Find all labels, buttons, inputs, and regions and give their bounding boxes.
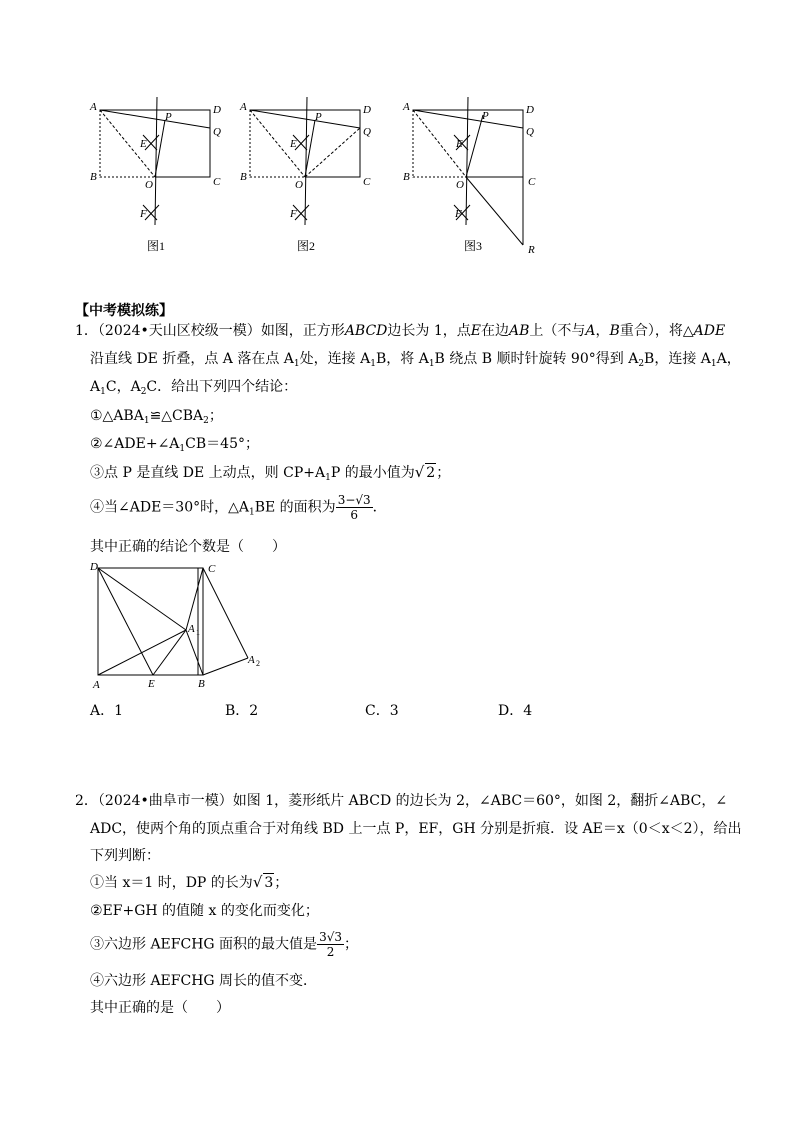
label-Q: Q (363, 126, 371, 138)
q2-statement-2: ②EF+GH 的值随 x 的变化而变化； (90, 903, 319, 919)
fraction-num: 3√3 (319, 930, 342, 944)
q2-line-1 (75, 792, 727, 810)
label-Q: Q (213, 126, 221, 138)
label-P: P (315, 111, 322, 123)
label-B: B (240, 171, 247, 183)
label-C: C (208, 563, 216, 575)
q1-statement-1: $①\triangle ABA_1≌\triangle CBA_2$； (90, 408, 223, 426)
label-R: R (528, 244, 535, 256)
section-title: 【中考模拟练】 (75, 303, 173, 319)
label-D: D (526, 104, 534, 116)
q1-text: ②∠ADE+∠A (90, 436, 180, 452)
q2-text: ③六边形 AEFCHG 面积的最大值是 (90, 936, 318, 953)
label-B: B (403, 171, 410, 183)
figure-2 (235, 95, 385, 264)
q1-var: A (585, 323, 596, 339)
label-A: A (93, 679, 100, 690)
q1-number: 1． (75, 323, 98, 339)
q1-text: BE 的面积为 (254, 499, 336, 516)
q1-line-2: 沿直线 DE 折叠，点 A 落在点 $A_1$处，连接 $A_1B$，将 $A_1B$ 绕点 B 顺时针旋转 90°得到 $A_2B$，连接 $A_1A$， (90, 351, 741, 369)
label-F: F (290, 208, 297, 220)
option-d[interactable]: D．4 (498, 703, 533, 719)
q1-figure-svg (88, 560, 273, 690)
q1-source: （2024•天山区校级一模） (97, 323, 261, 339)
q1-figure (88, 560, 273, 694)
fraction (336, 493, 373, 522)
q1-var: ABCD (344, 323, 388, 339)
option-a[interactable]: A．1 (90, 703, 124, 719)
q2-statement-4: ④六边形 AEFCHG 周长的值不变． (90, 973, 318, 989)
figure-caption: 图3 (464, 239, 483, 253)
label-C: C (528, 176, 536, 188)
q1-question: 其中正确的结论个数是（ ） (90, 539, 286, 555)
q1-var: B (609, 323, 620, 339)
label-F: F (140, 208, 147, 220)
label-F: F (455, 208, 462, 220)
q1-var: AB (509, 323, 530, 339)
label-D: D (213, 104, 221, 116)
q1-text: 上（不与 (529, 323, 586, 339)
q2-statement-1: ①当 x＝1 时，DP 的长为√ 3； (90, 873, 289, 891)
fraction (317, 930, 344, 959)
label-E: E (148, 678, 155, 690)
option-c[interactable]: C．3 (365, 703, 399, 719)
q1-statement-2: $②\angle ADE+\angle A_1CB=45^\circ$； (90, 436, 259, 454)
q1-var: ADE (693, 323, 726, 339)
q1-var: E (470, 323, 482, 339)
label-E: E (140, 138, 147, 150)
figure-caption: 图1 (147, 239, 166, 253)
q2-question: 其中正确的是（ ） (90, 1000, 230, 1016)
q1-text: ④当∠ADE＝30°时，△A (90, 499, 249, 516)
figure-caption: 图2 (297, 239, 316, 253)
q2-number: 2． (75, 793, 98, 809)
q1-text: ， (595, 323, 610, 339)
label-A: A (90, 101, 97, 113)
label-O: O (456, 179, 464, 191)
figure-3-svg (398, 95, 558, 260)
q1-text: ①△ABA (90, 408, 144, 424)
label-A2: A (248, 654, 255, 666)
q2-line-2: ADC，使两个角的顶点重合于对角线 BD 上一点 P，EF，GH 分别是折痕．设 AE＝x（0＜x＜2），给出 (90, 821, 742, 837)
fraction-den: 6 (350, 508, 358, 522)
label-P: P (482, 110, 489, 122)
q1-line-1 (75, 322, 725, 340)
q1-text: ③点 P 是直线 DE 上动点，则 CP+A (90, 465, 326, 481)
q2-line-3: 下列判断： (90, 848, 160, 864)
label-D: D (363, 104, 371, 116)
q1-statement-4: ④当∠ADE＝30°时，$\triangle A_1BE$ 的面积为 $\frac{3-√3}{6}$ ． (90, 493, 387, 522)
label-B: B (198, 678, 205, 690)
q2-text: ①当 x＝1 时，DP 的长为 (90, 875, 253, 891)
q1-text: 重合），将△ (619, 323, 694, 339)
q1-line-3: $A_1C$，$A_2C$．给出下列四个结论： (90, 379, 298, 397)
figure-1-svg (85, 95, 235, 260)
label-C: C (363, 176, 371, 188)
label-P: P (165, 111, 172, 123)
label-D: D (90, 561, 98, 573)
q1-text: 在边 (481, 323, 510, 339)
figure-3 (398, 95, 558, 264)
label-E: E (456, 138, 463, 150)
q2-text: （2024•曲阜市一模）如图 1，菱形纸片 ABCD 的边长为 2，∠ABC＝60°，如图 2，翻折∠ABC，∠ (97, 793, 728, 809)
q1-statement-3: ③点 P 是直线 DE 上动点，则 $CP+A_1P$ 的最小值为√ 2； (90, 463, 451, 483)
option-b[interactable]: B．2 (225, 703, 259, 719)
sqrt-arg: 3 (264, 875, 274, 891)
fraction-den: 2 (326, 945, 335, 959)
q1-text: 边长为 1，点 (387, 323, 471, 339)
fraction-num: 3−√3 (337, 493, 371, 507)
q1-text: P 的最小值为 (330, 465, 415, 481)
sqrt-arg: 2 (426, 465, 436, 481)
figure-2-svg (235, 95, 385, 260)
label-A1: A (188, 623, 195, 635)
label-A1-sub: 1 (196, 628, 200, 637)
q1-text: 如图，正方形 (260, 323, 345, 339)
figure-1 (85, 95, 235, 264)
label-A2-sub: 2 (256, 659, 260, 668)
label-O: O (295, 179, 303, 191)
label-Q: Q (526, 126, 534, 138)
label-C: C (213, 176, 221, 188)
q1-text: 沿直线 DE 折叠，点 A 落在点 A (90, 351, 294, 367)
label-B: B (90, 171, 97, 183)
label-A: A (403, 101, 410, 113)
label-E: E (290, 138, 297, 150)
q2-statement-3: ③六边形 AEFCHG 面积的最大值是 $\frac{3√3}{2}$ ； (90, 930, 358, 959)
label-O: O (145, 179, 153, 191)
label-A: A (240, 101, 247, 113)
